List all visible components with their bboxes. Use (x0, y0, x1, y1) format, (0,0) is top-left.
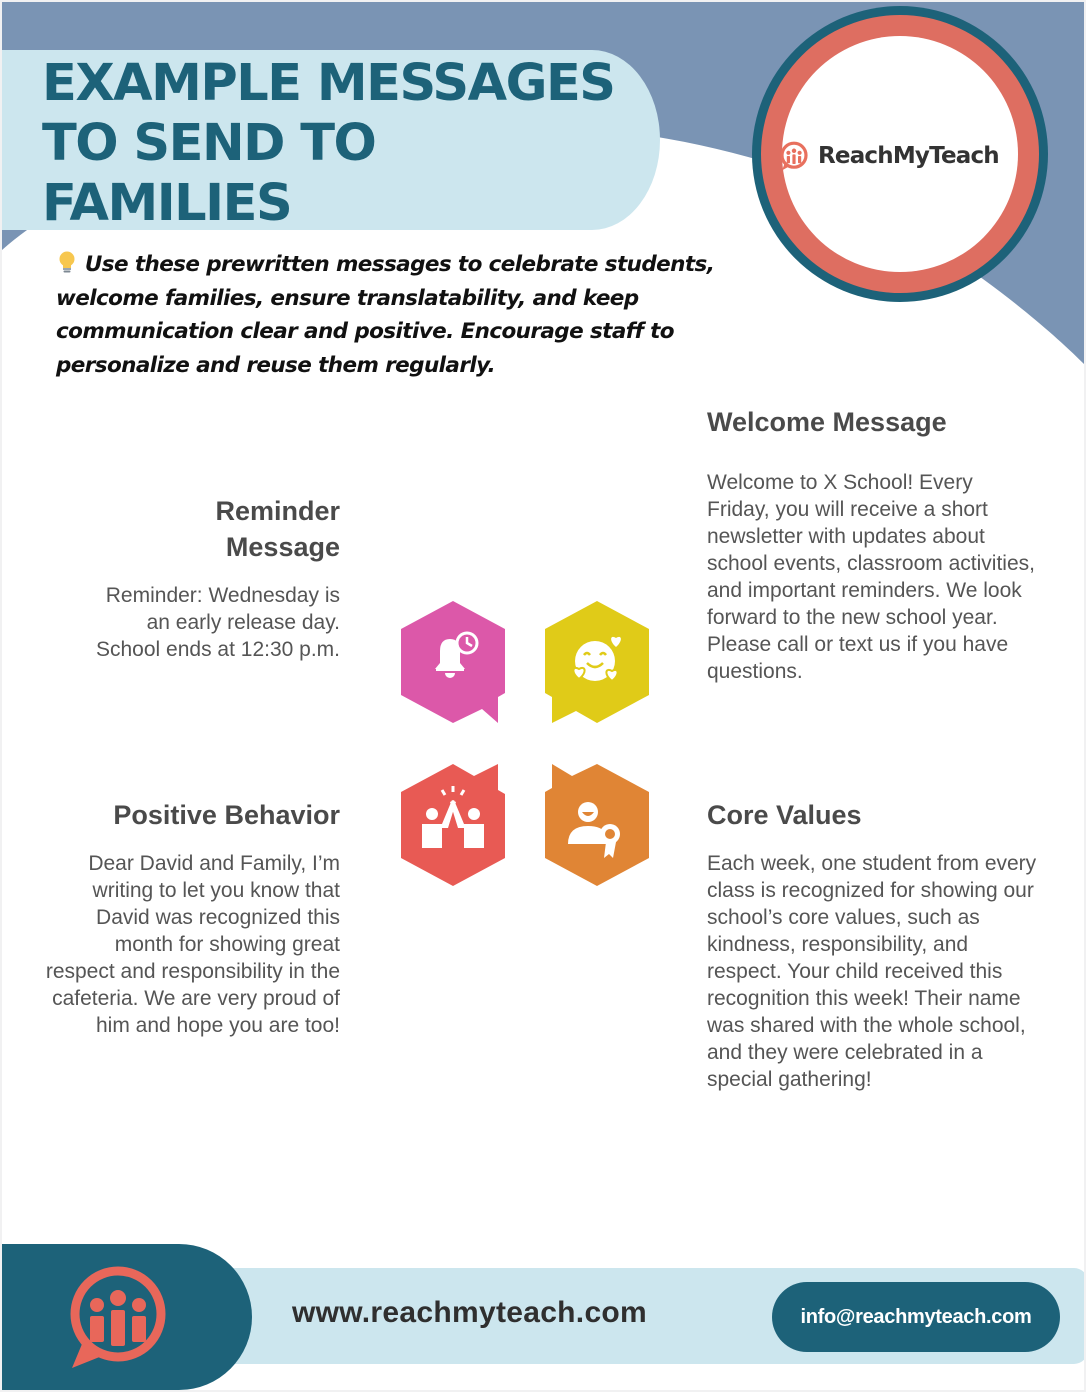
reachmyteach-footer-logo-icon (66, 1262, 170, 1372)
intro-text: Use these prewritten messages to celebrate students, welcome families, ensure translatability, and keep communication clear and positive. Encourage staff to personalize and reuse them regularly. (56, 252, 715, 378)
core-values-body: Each week, one student from every class is recognized for showing our school’s core values, such as kindness, responsibility, and respect. Your child received this recognition this week! Their name was shared with the whole school, and they were celebrated in a special gathering! (707, 852, 1037, 1091)
core-values-title: Core Values (707, 800, 862, 830)
smiley-hearts-icon (542, 599, 652, 725)
reminder-message-title: Reminder Message (215, 496, 340, 562)
person-award-icon (542, 762, 652, 888)
brand-logo (778, 136, 1028, 176)
brand-name: ReachMyTeach (818, 143, 999, 169)
intro-text-block (56, 248, 736, 382)
title-block (42, 54, 642, 234)
welcome-message-title: Welcome Message (707, 407, 947, 437)
email-pill[interactable] (772, 1282, 1060, 1352)
positive-behavior-title: Positive Behavior (113, 800, 340, 830)
flyer-page (2, 2, 1084, 1390)
welcome-message-body: Welcome to X School! Every Friday, you will receive a short newsletter with updates about school events, classroom activities, and important reminders. We look forward to the new school year. Please call or text us if you have questions. (707, 471, 1035, 683)
high-five-icon (398, 762, 508, 888)
lightbulb-icon (56, 250, 78, 274)
page-title: EXAMPLE MESSAGES TO SEND TO FAMILIES (42, 54, 615, 233)
website-link[interactable]: www.reachmyteach.com (292, 1296, 648, 1329)
positive-behavior-body: Dear David and Family, I’m writing to let you know that David was recognized this month for showing great respect and responsibility in the cafeteria. We are very proud of him and hope you are too! (45, 852, 340, 1037)
email-link[interactable]: info@reachmyteach.com (800, 1305, 1032, 1328)
bell-clock-icon (398, 599, 508, 725)
reachmyteach-logo-icon (778, 140, 810, 172)
reminder-message-body: Reminder: Wednesday is an early release day. School ends at 12:30 p.m. (96, 584, 340, 661)
